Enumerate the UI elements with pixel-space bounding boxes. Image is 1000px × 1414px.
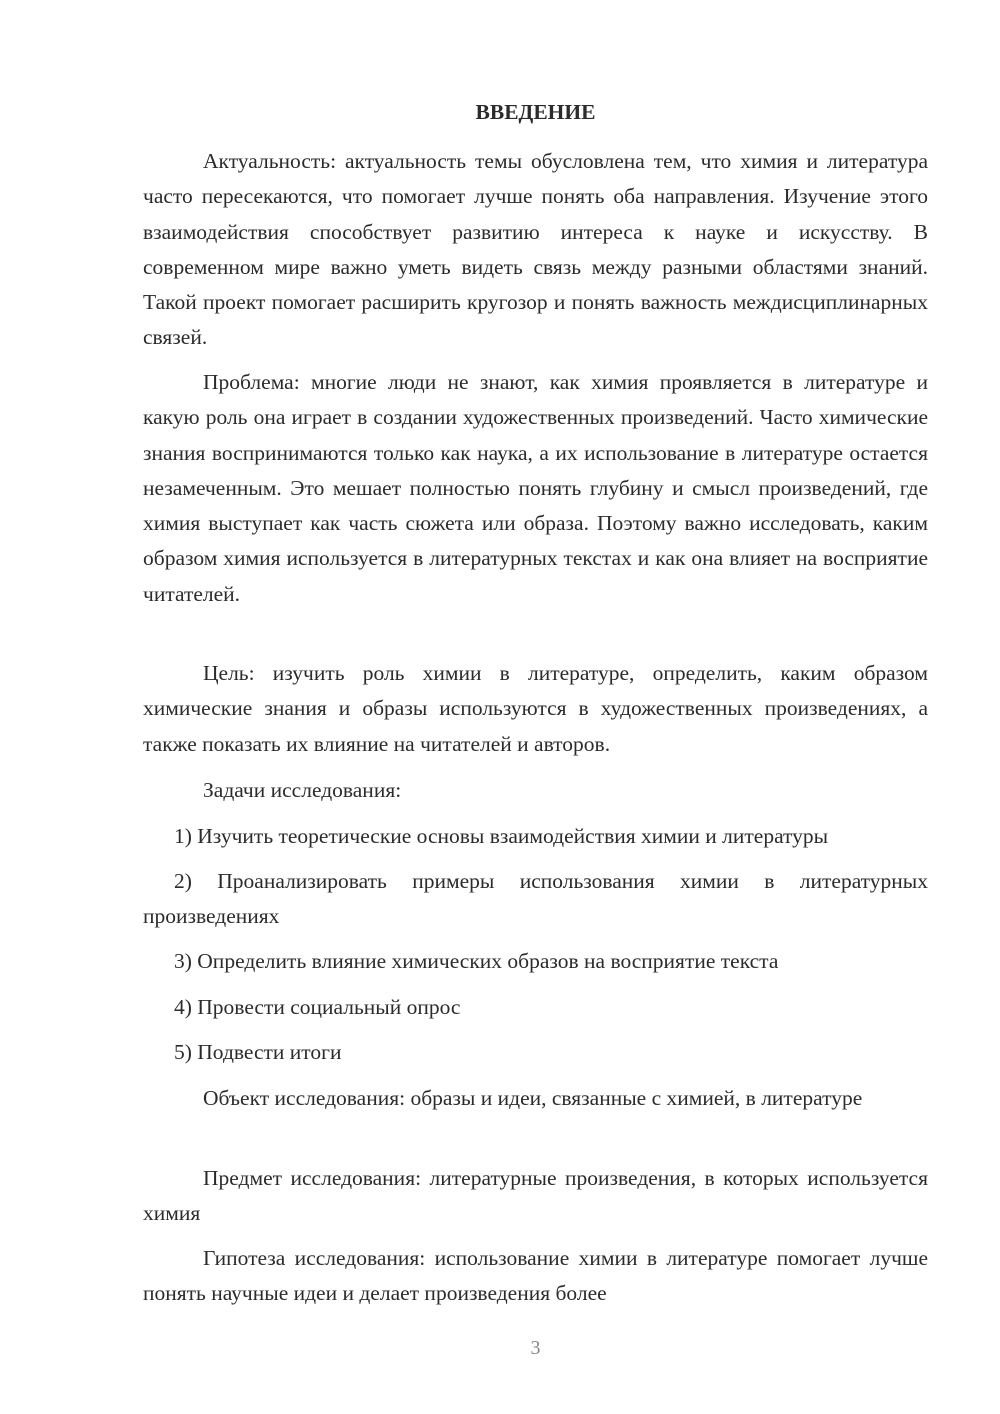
object-paragraph: Объект исследования: образы и идеи, связанные с химией, в литературе: [203, 1086, 863, 1110]
task-item-2: 2) Проанализировать примеры использования химии в литературных произведениях: [143, 869, 928, 929]
goal-paragraph: Цель: изучить роль химии в литературе, определить, каким образом химические знания и образы используются в художественных произведениях, а также показать их влияние на читателей и авторов.: [143, 661, 928, 756]
relevance-paragraph: Актуальность: актуальность темы обусловлена тем, что химия и литература часто пересекаются, что помогает лучше понять оба направления. Изучение этого взаимодействия способствует развитию интереса к науке и искусству. В современном мире важно уметь видеть связь между разными областями знаний. Такой проект помогает расширить кругозор и понять важность междисциплинарных связей.: [143, 149, 928, 350]
task-item-5: 5) Подвести итоги: [174, 1040, 342, 1064]
task-item-4: 4) Провести социальный опрос: [174, 995, 461, 1019]
tasks-heading: Задачи исследования:: [203, 778, 402, 802]
task-item-3: 3) Определить влияние химических образов на восприятие текста: [174, 949, 779, 973]
problem-paragraph: Проблема: многие люди не знают, как химия проявляется в литературе и какую роль она играет в создании художественных произведений. Часто химические знания воспринимаются только как наука, а их использование в литературе остается незамеченным. Это мешает полностью понять глубину и смысл произведений, где химия выступает как часть сюжета или образа. Поэтому важно исследовать, каким образом химия используется в литературных текстах и как она влияет на восприятие читателей.: [143, 370, 928, 606]
hypothesis-paragraph: Гипотеза исследования: использование химии в литературе помогает лучше понять научные идеи и делает произведения более: [143, 1246, 928, 1306]
subject-paragraph: Предмет исследования: литературные произведения, в которых используется химия: [143, 1166, 928, 1226]
section-title: ВВЕДЕНИЕ: [475, 100, 596, 124]
page-number: 3: [530, 1337, 541, 1359]
task-item-1: 1) Изучить теоретические основы взаимодействия химии и литературы: [174, 824, 829, 848]
